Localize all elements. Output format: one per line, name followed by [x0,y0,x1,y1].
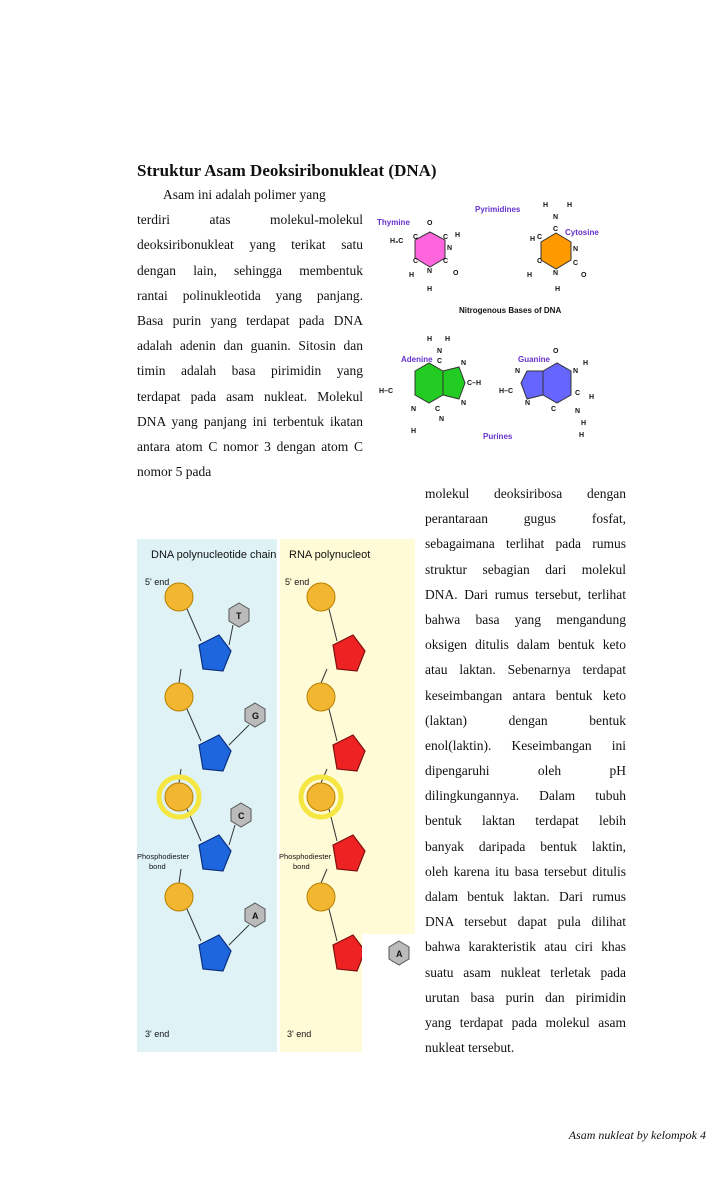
dna-bond-label: bond [149,862,166,871]
text-line: antara atom C nomor 3 dengan atom C [137,438,363,454]
text-line: yang terdapat pada molekul asam [425,1014,626,1030]
text-line: DNA. Dari rumus tersebut, terlihat [425,586,626,602]
svg-text:H: H [583,360,589,367]
svg-text:O: O [553,348,559,355]
rna-five-end-label: 5' end [285,577,310,587]
text-line: rantai polinukleotida yang panjang. [137,287,363,303]
text-line: bahwa karakteristik atau ciri khas [425,939,626,955]
svg-text:H: H [589,394,595,401]
text-line: (laktan) dengan bentuk [425,712,626,728]
svg-text:H: H [567,202,573,209]
svg-text:N: N [447,245,453,252]
text-line: Asam ini adalah polimer yang [163,187,326,202]
dna-phosphate-group [165,683,193,711]
dna-phosphate-group [165,583,193,611]
svg-text:C: C [435,406,441,413]
text-line: enol(laktin). Keseimbangan ini [425,737,626,753]
text-line: dalam bentuk laktan. Dari rumus [425,889,626,904]
svg-text:C: C [437,358,443,365]
svg-text:N: N [573,246,579,253]
svg-text:N: N [439,416,445,423]
svg-text:C: C [575,390,581,397]
svg-text:H–C: H–C [379,388,394,395]
base-letter: G [252,711,260,721]
text-line: nukleat tersebut. [425,1040,515,1056]
text-line: nomor 5 pada [137,464,212,480]
svg-text:H–C: H–C [499,388,514,395]
text-line: DNA yang panjang ini terbentuk ikatan [137,413,363,429]
text-line: suatu asam nukleat terletak pada [425,964,626,980]
svg-text:H: H [530,236,536,243]
text-line: deoksiribonukleat yang terikat satu [137,237,363,253]
text-line: bahwa basa yang mengandung [425,611,626,627]
rna-phosphate-group [307,883,335,911]
rna-phosphate-group [307,783,335,811]
nitrogenous-bases-figure [375,195,611,447]
svg-text:H₃C: H₃C [390,238,404,245]
rna-phosphodiester-label: Phosphodiester [279,852,332,861]
pyrimidines-label: Pyrimidines [475,205,521,214]
text-line: dipengaruhi oleh pH [425,763,626,779]
dna-chain-title: DNA polynucleotide chain [151,549,277,561]
svg-text:C: C [413,234,419,241]
svg-text:N: N [553,214,559,221]
text-line: oleh karena itu basa tersebut ditulis [425,863,626,879]
text-line: perantaraan gugus fosfat, [425,511,626,527]
text-line: terdiri atas molekul-molekul [137,212,363,228]
text-line: terdapat pada asam nukleat. Molekul [137,388,363,404]
svg-text:N: N [575,408,581,415]
rna-phosphate-group [307,583,335,611]
svg-text:C: C [443,234,449,241]
rna-phosphate-group [307,683,335,711]
rna-bond-label: bond [293,862,310,871]
text-line: timin adalah basa pirimidin yang [137,363,363,379]
text-line: sebagaimana terlihat pada rumus [425,536,626,552]
svg-text:N: N [411,406,417,413]
svg-text:N: N [573,368,579,375]
page-footer: Asam nukleat by kelompok 4 [568,1128,706,1142]
base-letter: A [252,911,259,921]
purines-label: Purines [483,432,513,441]
svg-text:N: N [437,348,443,355]
rna-chain-title: RNA polynucleot [289,549,371,561]
section-title: Struktur Asam Deoksiribonukleat (DNA) [137,161,437,180]
svg-text:H: H [411,428,417,435]
dna-three-end-label: 3' end [145,1029,170,1039]
svg-text:H: H [427,336,433,343]
svg-text:H: H [579,432,585,439]
dna-phosphate-group [165,883,193,911]
adenine-six-ring [415,363,443,403]
svg-text:N: N [553,270,559,277]
guanine-label: Guanine [518,355,551,364]
svg-text:N: N [427,268,433,275]
base-letter: C [238,811,245,821]
text-line: molekul deoksiribosa dengan [425,486,626,501]
adenine-label: Adenine [401,355,433,364]
rna-base-letter: A [396,949,403,959]
dna-phosphodiester-label: Phosphodiester [137,852,190,861]
left-paragraph [137,182,363,484]
text-line: atau laktan. Sebenarnya terdapat [425,662,626,678]
svg-text:N: N [461,400,467,407]
svg-text:H: H [455,232,461,239]
base-letter: T [236,611,242,621]
cytosine-label: Cytosine [565,228,599,237]
svg-text:C–H: C–H [467,380,482,387]
svg-text:H: H [555,286,561,293]
text-line: struktur sebagian dari molekul [425,561,626,577]
svg-text:H: H [581,420,587,427]
text-line: Basa purin yang terdapat pada DNA [137,312,363,328]
svg-text:H: H [445,336,451,343]
text-line: adalah adenin dan guanin. Sitosin dan [137,338,363,354]
svg-text:H: H [409,272,415,279]
svg-text:N: N [461,360,467,367]
dna-phosphate-group [165,783,193,811]
svg-text:H: H [527,272,533,279]
svg-text:C: C [537,234,543,241]
svg-text:H: H [427,286,433,293]
svg-text:H: H [543,202,549,209]
svg-text:O: O [581,272,587,279]
svg-text:C: C [537,258,543,265]
text-line: urutan basa purin dan pirimidin [425,989,626,1005]
svg-text:N: N [525,400,531,407]
svg-text:C: C [573,260,579,267]
text-line: oksigen ditulis dalam bentuk keto [425,637,626,653]
text-line: bentuk laktan terdapat lebih [425,813,626,829]
text-line: banyak daripada bentuk laktin, [425,838,626,854]
dna-five-end-label: 5' end [145,577,170,587]
text-line: DNA tersebut dapat pula dilihat [425,914,626,930]
text-line: keseimbangan antara bentuk keto [425,687,626,703]
svg-text:O: O [453,270,459,277]
text-line: dengan lain, sehingga membentuk [137,262,363,278]
svg-text:C: C [413,258,419,265]
guanine-six-ring [543,363,571,403]
svg-text:N: N [515,368,521,375]
polynucleotide-chain-figure [137,539,415,1052]
rna-three-end-label: 3' end [287,1029,312,1039]
svg-text:C: C [553,226,559,233]
thymine-label: Thymine [377,218,410,227]
svg-text:O: O [427,220,433,227]
svg-text:C: C [443,258,449,265]
figure-caption: Nitrogenous Bases of DNA [459,306,562,315]
svg-text:C: C [551,406,557,413]
right-paragraph [425,481,626,1060]
text-line: dilingkungannya. Dalam tubuh [425,788,626,804]
